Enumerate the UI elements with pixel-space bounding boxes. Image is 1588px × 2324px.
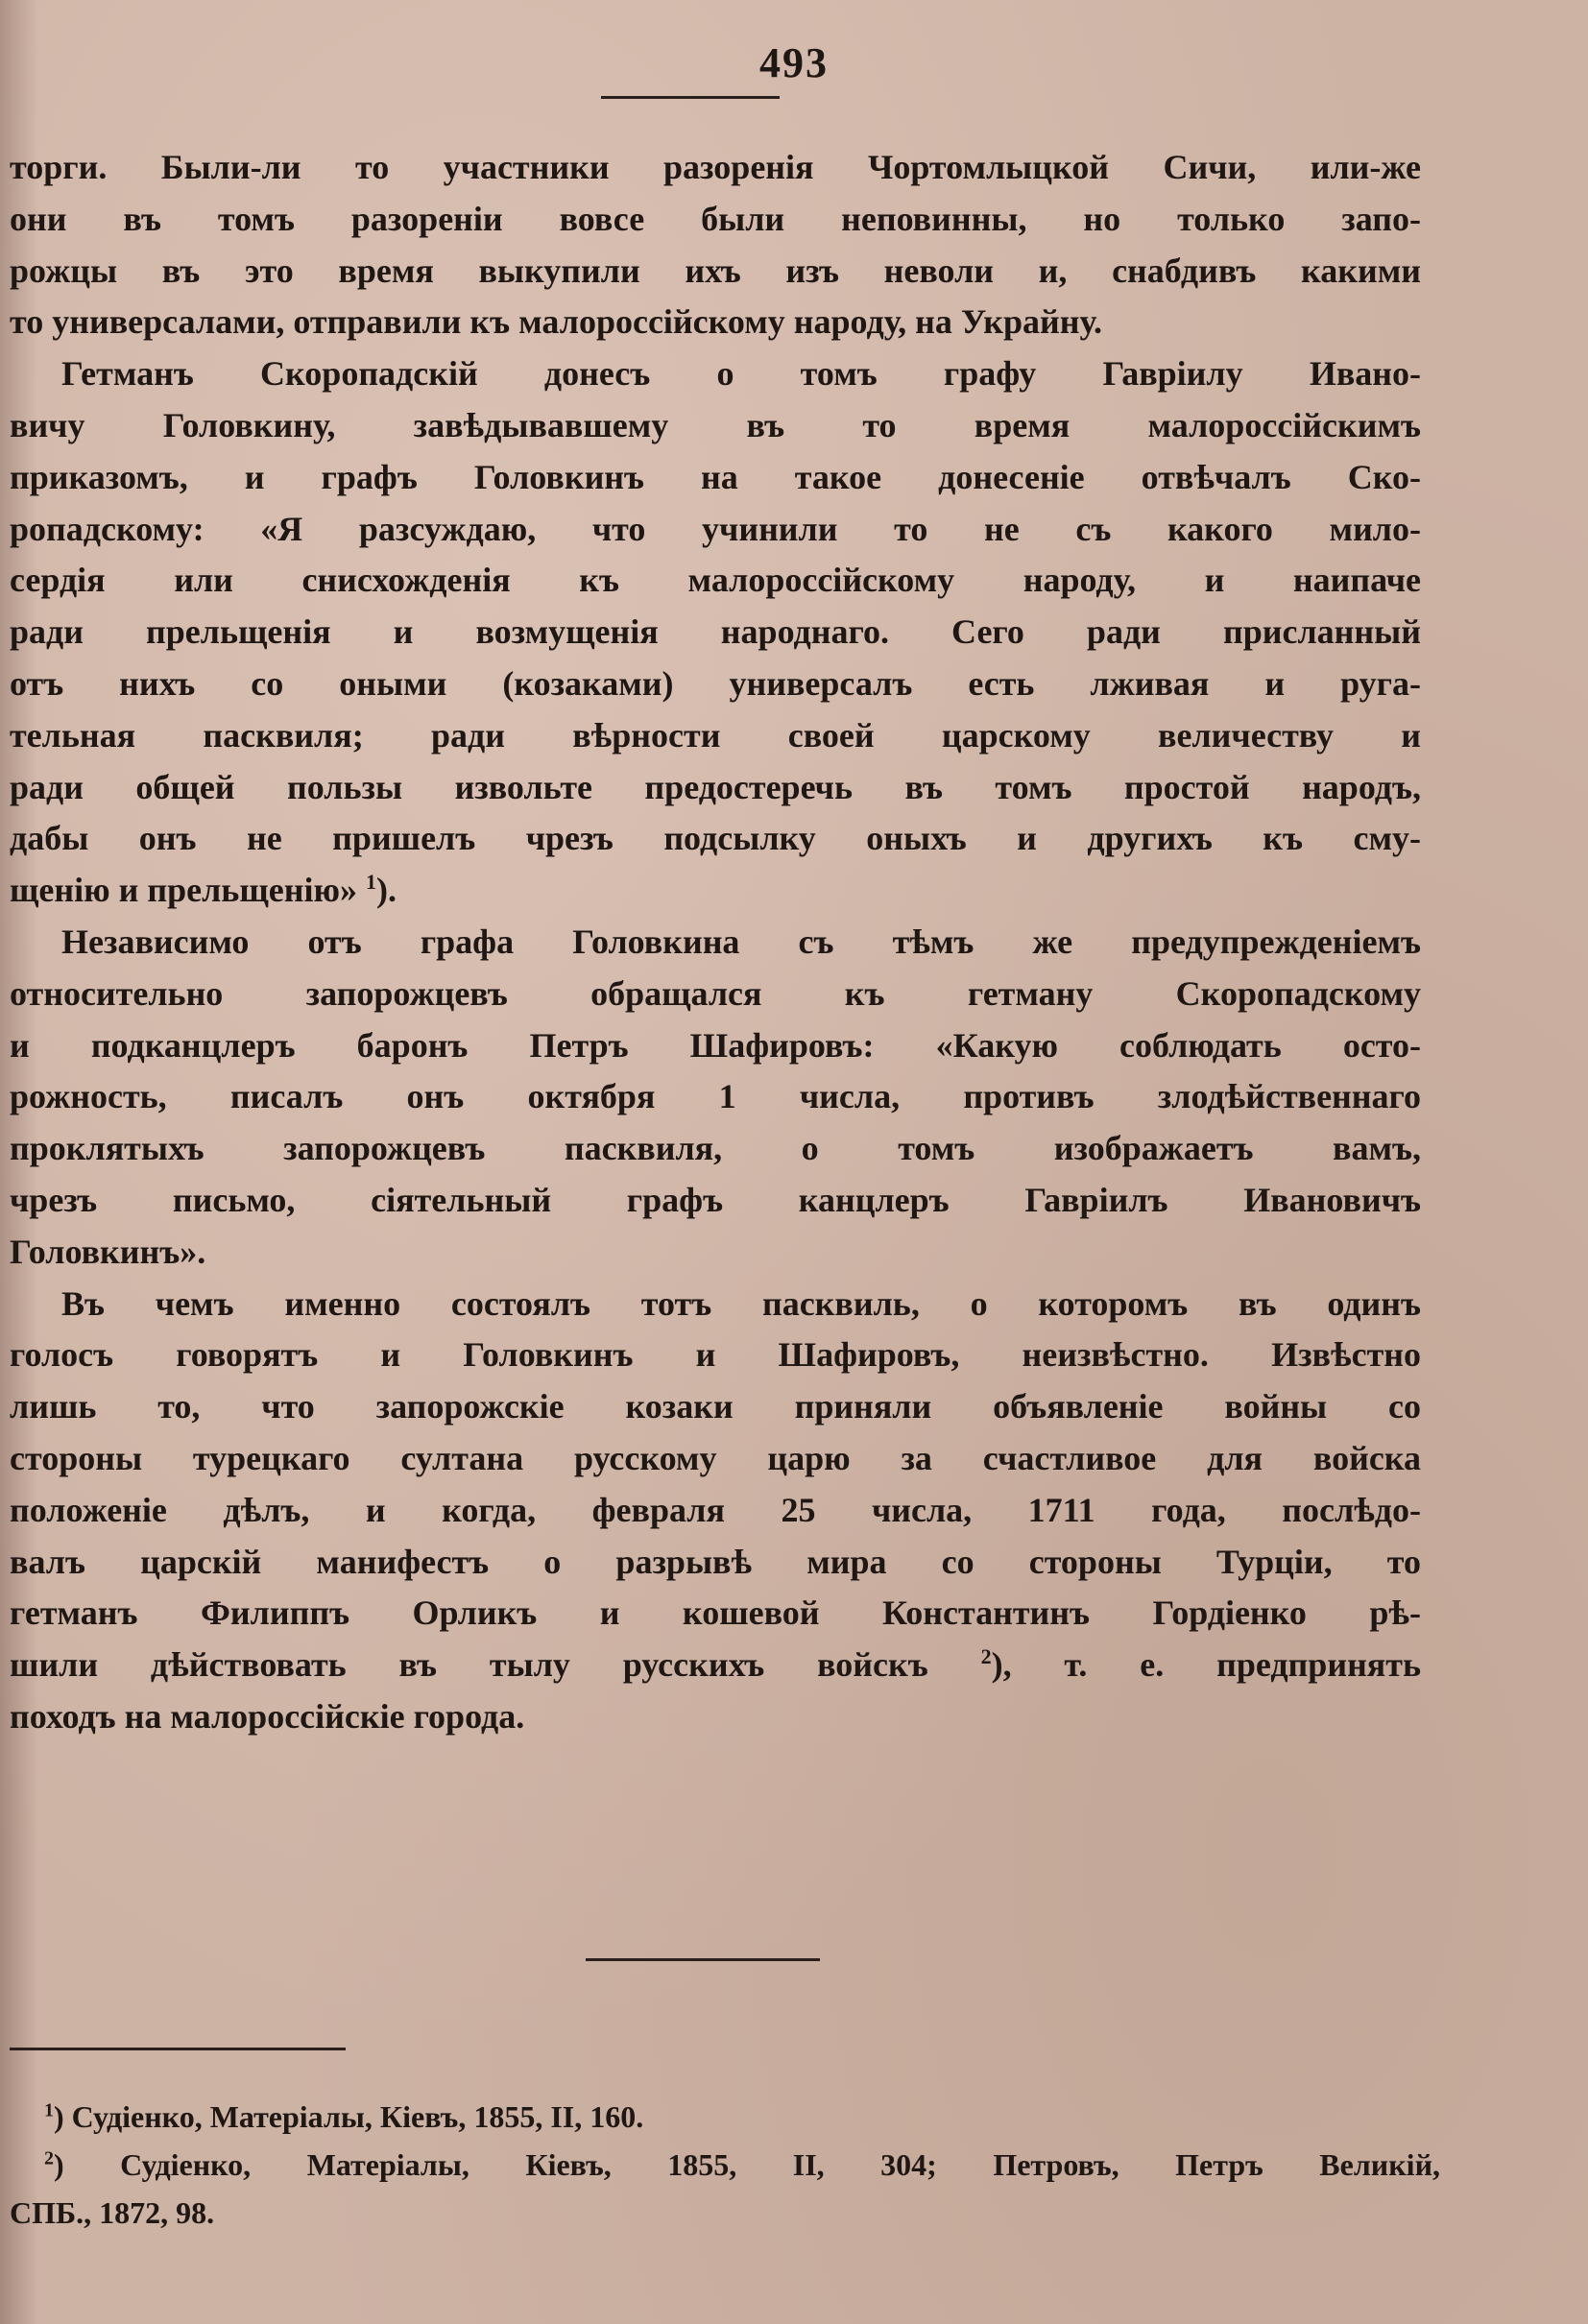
text-line: рожцы въ это время выкупили ихъ изъ неволи и, снабдивъ какими [10, 251, 1421, 290]
text-line: тельная пасквиля; ради вѣрности своей царскому величеству и [10, 715, 1421, 755]
text-line: ради прельщенія и возмущенія народнаго. Сего ради присланный [10, 612, 1421, 652]
footnote-2-continuation: СПБ., 1872, 98. [10, 2195, 215, 2230]
footnotes [10, 2093, 1440, 2237]
text-line: голосъ говорятъ и Головкинъ и Шафировъ, неизвѣстно. Извѣстно [10, 1335, 1421, 1375]
text-line: они въ томъ разореніи вовсе были неповинны, но только запо- [10, 199, 1421, 238]
text-fragment: ), т. е. предпринять [991, 1645, 1422, 1685]
text-line: то универсалами, отправили къ малороссійскому народу, на Украйну. [10, 302, 1102, 342]
text-line: Головкинъ». [10, 1232, 206, 1271]
footnote-ref-1: 1 [365, 870, 376, 895]
text-line: положеніе дѣлъ, и когда, февраля 25 числа, 1711 года, послѣдо- [10, 1490, 1421, 1529]
text-fragment: щенію и прельщенію» [10, 871, 357, 910]
footnote-mark: 2 [44, 2147, 54, 2169]
text-line: валъ царскій манифестъ о разрывѣ мира со стороны Турціи, то [10, 1542, 1421, 1581]
footnote-text: ) Судіенко, Матеріалы, Кіевъ, 1855, II, 160. [54, 2099, 644, 2134]
footnote-2 [10, 2141, 1440, 2189]
text-line: приказомъ, и графъ Головкинъ на такое донесеніе отвѣчалъ Ско- [10, 457, 1421, 496]
page-number-rule [601, 96, 780, 99]
footnote-text: ) Судіенко, Матеріалы, Кіевъ, 1855, II, 304; Петровъ, Петръ Великій, [54, 2147, 1440, 2182]
text-line: походъ на малороссійскіе города. [10, 1696, 525, 1736]
text-line: торги. Были-ли то участники разоренія Чортомлыцкой Сичи, или-же [10, 148, 1421, 186]
text-line: сердія или снисхожденія къ малороссійскому народу, и наипаче [10, 561, 1421, 600]
text-line: гетманъ Филиппъ Орликъ и кошевой Константинъ Гордіенко рѣ- [10, 1593, 1421, 1633]
text-line-with-footnote [10, 865, 1421, 917]
text-line: отъ нихъ со оными (козаками) универсалъ есть лживая и руга- [10, 663, 1421, 703]
paragraph-2 [10, 348, 1421, 917]
paragraph-4 [10, 1279, 1421, 1743]
footnote-mark: 1 [44, 2099, 54, 2121]
body-text [10, 142, 1421, 1743]
text-line: Гетманъ Скоропадскій донесъ о томъ графу Гавріилу Ивано- [61, 354, 1421, 394]
text-line-with-footnote [10, 1640, 1421, 1691]
text-line: ропадскому: «Я разсуждаю, что учинили то не съ какого мило- [10, 509, 1421, 548]
text-line: рожность, писалъ онъ октября 1 числа, противъ злодѣйственнаго [10, 1077, 1421, 1116]
footnote-ref-2: 2 [980, 1644, 992, 1669]
footnote-1 [10, 2093, 1440, 2141]
text-fragment: ). [375, 871, 397, 910]
text-line: дабы онъ не пришелъ чрезъ подсылку оныхъ и другихъ къ сму- [10, 819, 1421, 858]
text-line: лишь то, что запорожскіе козаки приняли объявленіе войны со [10, 1387, 1421, 1426]
text-line: относительно запорожцевъ обращался къ гетману Скоропадскому [10, 973, 1421, 1013]
text-line: стороны турецкаго султана русскому царю за счастливое для войска [10, 1438, 1421, 1477]
text-line: вичу Головкину, завѣдывавшему въ то время малороссійскимъ [10, 405, 1421, 444]
text-line: Независимо отъ графа Головкина съ тѣмъ же предупрежденіемъ [61, 922, 1421, 961]
text-line: ради общей пользы извольте предостеречь въ томъ простой народъ, [10, 767, 1421, 806]
text-line: Въ чемъ именно состоялъ тотъ пасквиль, о которомъ въ одинъ [61, 1283, 1421, 1323]
section-end-rule [586, 1958, 820, 1961]
page-number: 493 [759, 39, 829, 86]
text-line: чрезъ письмо, сіятельный графъ канцлеръ Гавріилъ Ивановичъ [10, 1180, 1421, 1219]
text-fragment: шили дѣйствовать въ тылу русскихъ войскъ [10, 1645, 928, 1685]
text-line: проклятыхъ запорожцевъ пасквиля, о томъ изображаетъ вамъ, [10, 1129, 1421, 1168]
paragraph-3 [10, 917, 1421, 1279]
paragraph-1 [10, 142, 1421, 348]
text-line: и подканцлеръ баронъ Петръ Шафировъ: «Какую соблюдать осто- [10, 1025, 1421, 1065]
footnote-separator [10, 2048, 346, 2050]
